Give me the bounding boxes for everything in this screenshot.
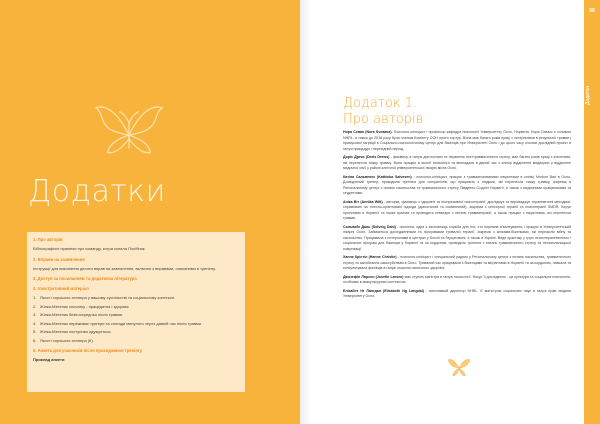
author-entry: Ханне Крістіл (Hanne Christie) - психолог-клініцист і спеціальний радник у Регіональному центрі з питань насильства, травматичного стресу та запобігання самогубствам в Осло. Тривалий час працювала з біженцями та мігрантами в Норвегії та за кордоном, навчала та консультувала фахівців в галузі охорони психічного здоров'я.	[343, 255, 571, 270]
author-entry: Нора Севик (Nora Sveaass). Психолог-клініцист і професор кафедри психології Університету Осло, Норвегія. Нора Севасс є головою NHRL, а також до 2018 року була членом Комітету ООН проти тортур. Вона має багато років праці з потерпілими в результаті травми і примусової міграції в Соціально-психологічному центрі для біженців при Університеті Осло і до цього часу очолює дослідний проект в галузі працедурі і перехідний період.	[343, 130, 572, 151]
author-entry: Доріс Дрекс (Doris Drews) - фахівець в галузі діагностики та лікування посттравматичного стресу, має багато років праці з клієнтами, які перенесли тяжку травму. Вона працює в якості психолога та викладача в даний час з клініці відділення медицини у відділенні медичної сім'ї у районі клінічної університетської лікарні міста Осло.	[343, 155, 572, 170]
author-entry: Елізабет Нг Лангдал (Elisabeth Ng Langdal) - виконавчий директор NHRL. Є магістром соціальних наук в галузі прав людини Університету Осло.	[343, 288, 572, 298]
toc-section-5-text: Приклад анкети	[33, 356, 65, 362]
author-entry: Джозефін Ларсон (Josefin Larsen) має ступінь магістра в галузі психології. Фокус її досліджень - це культура та соціальна психологія, особливо в міжкультурних контекстах.	[343, 274, 571, 284]
author-entry: Сольвейг Даль (Solveig Dahl) - психолог, одна з засновниць служби для тих, хто пережив зґвалтування, і працює в Університетській лікарні Осло. Займається дослідженнями та програмами тривалої терапії, зокрема з жінками-біженками, які пережили війну та насильство. Працювала з потерпілими в центрах у Боснії та Герцеговині, а також в Україні. Веде практику у групі психотерапевтичних і соціальних програм для біженців у Норвегії та за кордоном, проводить тренінги з питань травматичного стресу та ненасильницької комунікації.	[343, 224, 572, 251]
toc-section-5: 5. Анкета для учасників після проходження тренінгу	[33, 347, 142, 353]
toc-item: 4. Жінка-Метелик переживає тригери та спогади минулого через давній час після травми.	[33, 320, 203, 326]
contents-panel	[27, 232, 245, 392]
appendix-title	[343, 96, 423, 128]
side-section-label: Додатки	[585, 86, 591, 105]
toc-section-4: 4. Ілюстративний матеріал	[33, 286, 89, 292]
page-number: 98	[589, 8, 595, 14]
toc-item: 2. Жінка-Метелик спочатку - працедатна і здорова	[33, 303, 129, 309]
page-gutter	[300, 0, 310, 424]
appendix-title-line-1: Додаток 1.	[343, 96, 418, 111]
butterfly-icon	[90, 96, 168, 166]
appendix-title-line-2: Про авторів	[343, 112, 424, 127]
author-entry: Аніка Віт (Annika Witt) - авторка, фахівець з здоров'я та експресивної психотерапії, досліджує та впроваджує терапевтичні методики, спрямовані на тілесно-орієнтовані підходи (діалогічний та соматичний), зокрема з сенсорної терапії та психотерапії SMDR. Керує проектами в Норвегії та інших країнах та проводить семінари з питань травматерапії, а також працює з пацієнтами, які перенесли травми.	[343, 199, 571, 220]
toc-item: 5. Жінка-Метелик поступово одужується.	[33, 329, 112, 335]
toc-item: 3. Жінка-Метелик безпосередньо після травми.	[33, 312, 124, 318]
author-entry: Катіна Сальвенес (Kathinka Salvesen) - психолог-клініцист, працює з травматизованими пацієнтами в клініці Modum Bad в Осло. Досвідчений тренер, проводила тренінги для спеціалістів, що працюють з людьми, які перенесли тяжку травму, зокрема в Регіональному центрі з питань насильства та травматичного стресу Південно-Східної Норвегії, а також з медичними працівниками та студентами.	[343, 174, 572, 195]
toc-section-1: 1. Про авторів	[33, 237, 63, 242]
toc-item: 1. Якості хорошого хелпера у вашому суспільстві та соціальному контексті.	[33, 295, 176, 301]
authors-list	[343, 130, 571, 303]
toc-item: 6. Якості хорошого хелпера (II).	[33, 337, 94, 343]
toc-section-2: 2. Вправи на заземлення	[33, 256, 85, 262]
toc-section-2-text: Інструкції для виконання десяти вправ на заземлення, включно з вправами, описаними в тренінгу.	[33, 265, 216, 271]
toc-section-1-text: Бібліографічні примітки про команду, котра склала Посібник.	[33, 246, 146, 251]
butterfly-icon	[447, 356, 471, 378]
page-title: Додатки	[28, 174, 166, 209]
page-side-tab	[584, 0, 600, 424]
toc-section-3: 3. Доступ за посиланням та додаткова література	[33, 276, 137, 282]
